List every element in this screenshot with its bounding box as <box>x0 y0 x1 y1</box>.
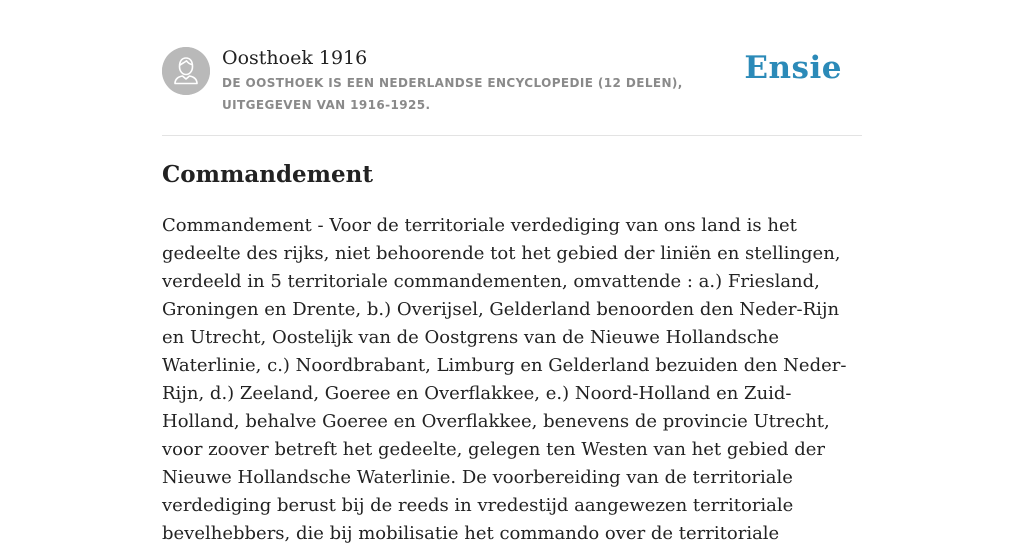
entry-body: Commandement - Voor de territoriale verdediging van ons land is het gedeelte des rijks, niet behoorende tot het gebied der liniën en stellingen, verdeeld in 5 territoriale commandementen, omvattende : a.) Friesland, Groningen en Drente, b.) Overijsel, Gelderland benoorden den Neder-Rijn en Utrecht, Oostelijk van de Oostgrens van de Nieuwe Hollandsche Waterlinie, c.) Noordbrabant, Limburg en Gelderland bezuiden den Neder-Rijn, d.) Zeeland, Goeree en Overflakkee, e.) Noord-Holland en Zuid-Holland, behalve Goeree en Overflakkee, benevens de provincie Utrecht, voor zoover betreft het gedeelte, gelegen ten Westen van het gebied der Nieuwe Hollandsche Waterlinie. De voorbereiding van de territoriale verdediging berust bij de reeds in vredestijd aangewezen territoriale bevelhebbers, die bij mobilisatie het commando over de territoriale <box>162 215 847 544</box>
source-title[interactable]: Oosthoek 1916 <box>222 47 368 69</box>
entry-title: Commandement <box>162 161 373 188</box>
source-description: DE OOSTHOEK IS EEN NEDERLANDSE ENCYCLOPEDIE (12 DELEN), UITGEGEVEN VAN 1916-1925. <box>222 76 683 112</box>
source-header <box>162 46 862 136</box>
ensie-logo[interactable]: Ensie <box>744 50 842 86</box>
avatar-graphic <box>162 47 210 95</box>
user-silhouette-icon[interactable] <box>162 47 210 95</box>
